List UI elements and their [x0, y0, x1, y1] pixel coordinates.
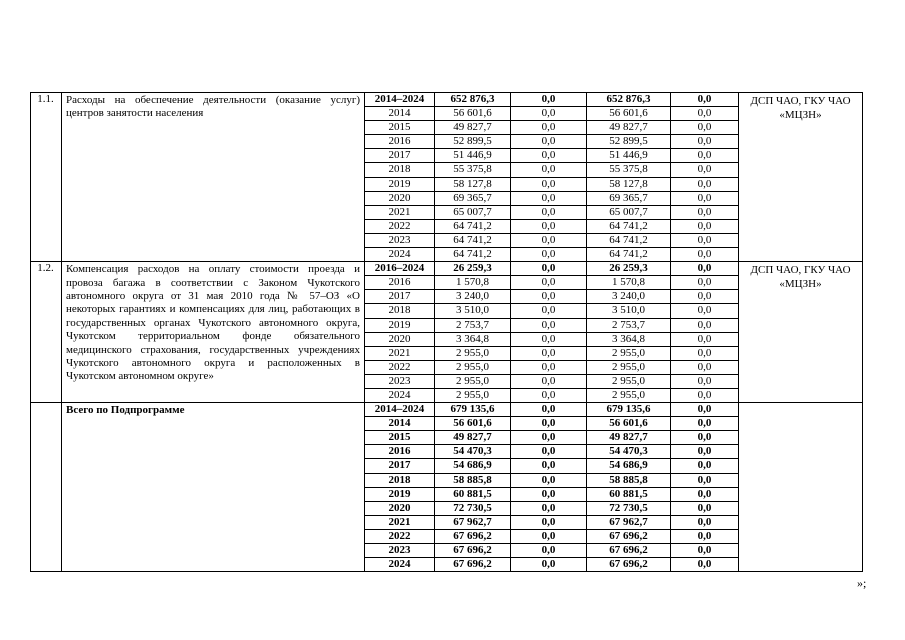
federal-amount-cell: 0,0: [511, 318, 587, 332]
district-amount-cell: 69 365,7: [587, 191, 671, 205]
total-amount-cell: 2 955,0: [435, 374, 511, 388]
other-amount-cell: 0,0: [671, 121, 739, 135]
year-cell: 2018: [365, 304, 435, 318]
year-cell: 2017: [365, 149, 435, 163]
total-amount-cell: 58 127,8: [435, 177, 511, 191]
year-cell: 2022: [365, 360, 435, 374]
federal-amount-cell: 0,0: [511, 374, 587, 388]
year-cell: 2014: [365, 107, 435, 121]
other-amount-cell: 0,0: [671, 248, 739, 262]
district-amount-cell: 67 696,2: [587, 544, 671, 558]
subprogram-budget-table: [30, 92, 863, 572]
item-description: Расходы на обеспечение деятельности (оказание услуг) центров занятости населения: [62, 93, 365, 262]
year-cell: 2016–2024: [365, 262, 435, 276]
total-amount-cell: 52 899,5: [435, 135, 511, 149]
federal-amount-cell: 0,0: [511, 107, 587, 121]
district-amount-cell: 3 510,0: [587, 304, 671, 318]
year-cell: 2023: [365, 374, 435, 388]
federal-amount-cell: 0,0: [511, 558, 587, 572]
total-amount-cell: 67 696,2: [435, 529, 511, 543]
other-amount-cell: 0,0: [671, 93, 739, 107]
year-cell: 2014: [365, 417, 435, 431]
other-amount-cell: 0,0: [671, 487, 739, 501]
responsible-executor: [739, 403, 863, 572]
district-amount-cell: 54 470,3: [587, 445, 671, 459]
year-cell: 2016: [365, 445, 435, 459]
district-amount-cell: 52 899,5: [587, 135, 671, 149]
year-cell: 2019: [365, 487, 435, 501]
year-cell: 2015: [365, 121, 435, 135]
other-amount-cell: 0,0: [671, 149, 739, 163]
federal-amount-cell: 0,0: [511, 487, 587, 501]
year-cell: 2014–2024: [365, 93, 435, 107]
federal-amount-cell: 0,0: [511, 262, 587, 276]
other-amount-cell: 0,0: [671, 177, 739, 191]
federal-amount-cell: 0,0: [511, 445, 587, 459]
district-amount-cell: 49 827,7: [587, 431, 671, 445]
other-amount-cell: 0,0: [671, 374, 739, 388]
year-cell: 2021: [365, 515, 435, 529]
other-amount-cell: 0,0: [671, 459, 739, 473]
other-amount-cell: 0,0: [671, 262, 739, 276]
other-amount-cell: 0,0: [671, 191, 739, 205]
district-amount-cell: 56 601,6: [587, 107, 671, 121]
federal-amount-cell: 0,0: [511, 191, 587, 205]
total-amount-cell: 3 364,8: [435, 332, 511, 346]
other-amount-cell: 0,0: [671, 107, 739, 121]
federal-amount-cell: 0,0: [511, 473, 587, 487]
federal-amount-cell: 0,0: [511, 544, 587, 558]
federal-amount-cell: 0,0: [511, 149, 587, 163]
federal-amount-cell: 0,0: [511, 233, 587, 247]
federal-amount-cell: 0,0: [511, 360, 587, 374]
total-amount-cell: 72 730,5: [435, 501, 511, 515]
total-amount-cell: 49 827,7: [435, 121, 511, 135]
total-amount-cell: 65 007,7: [435, 205, 511, 219]
year-cell: 2021: [365, 346, 435, 360]
total-amount-cell: 67 696,2: [435, 544, 511, 558]
total-amount-cell: 69 365,7: [435, 191, 511, 205]
other-amount-cell: 0,0: [671, 318, 739, 332]
year-cell: 2020: [365, 501, 435, 515]
district-amount-cell: 3 364,8: [587, 332, 671, 346]
other-amount-cell: 0,0: [671, 388, 739, 402]
federal-amount-cell: 0,0: [511, 403, 587, 417]
total-amount-cell: 67 962,7: [435, 515, 511, 529]
other-amount-cell: 0,0: [671, 417, 739, 431]
total-amount-cell: 56 601,6: [435, 107, 511, 121]
district-amount-cell: 55 375,8: [587, 163, 671, 177]
year-cell: 2016: [365, 135, 435, 149]
responsible-executor: ДСП ЧАО, ГКУ ЧАО «МЦЗН»: [739, 262, 863, 403]
item-number: 1.1.: [31, 93, 62, 262]
total-amount-cell: 64 741,2: [435, 233, 511, 247]
district-amount-cell: 1 570,8: [587, 276, 671, 290]
total-amount-cell: 55 375,8: [435, 163, 511, 177]
year-cell: 2016: [365, 276, 435, 290]
district-amount-cell: 652 876,3: [587, 93, 671, 107]
other-amount-cell: 0,0: [671, 544, 739, 558]
year-cell: 2024: [365, 248, 435, 262]
federal-amount-cell: 0,0: [511, 135, 587, 149]
total-amount-cell: 1 570,8: [435, 276, 511, 290]
district-amount-cell: 26 259,3: [587, 262, 671, 276]
federal-amount-cell: 0,0: [511, 388, 587, 402]
total-amount-cell: 3 240,0: [435, 290, 511, 304]
district-amount-cell: 3 240,0: [587, 290, 671, 304]
district-amount-cell: 64 741,2: [587, 248, 671, 262]
federal-amount-cell: 0,0: [511, 346, 587, 360]
year-cell: 2023: [365, 544, 435, 558]
total-amount-cell: 49 827,7: [435, 431, 511, 445]
district-amount-cell: 65 007,7: [587, 205, 671, 219]
other-amount-cell: 0,0: [671, 515, 739, 529]
federal-amount-cell: 0,0: [511, 529, 587, 543]
federal-amount-cell: 0,0: [511, 332, 587, 346]
district-amount-cell: 2 753,7: [587, 318, 671, 332]
federal-amount-cell: 0,0: [511, 290, 587, 304]
federal-amount-cell: 0,0: [511, 431, 587, 445]
other-amount-cell: 0,0: [671, 205, 739, 219]
district-amount-cell: 72 730,5: [587, 501, 671, 515]
district-amount-cell: 54 686,9: [587, 459, 671, 473]
total-amount-cell: 54 686,9: [435, 459, 511, 473]
other-amount-cell: 0,0: [671, 360, 739, 374]
total-amount-cell: 2 753,7: [435, 318, 511, 332]
subprogram-total-label: Всего по Подпрограмме: [62, 403, 365, 572]
year-cell: 2023: [365, 233, 435, 247]
federal-amount-cell: 0,0: [511, 163, 587, 177]
district-amount-cell: 2 955,0: [587, 388, 671, 402]
total-amount-cell: 51 446,9: [435, 149, 511, 163]
other-amount-cell: 0,0: [671, 529, 739, 543]
federal-amount-cell: 0,0: [511, 304, 587, 318]
year-cell: 2019: [365, 177, 435, 191]
other-amount-cell: 0,0: [671, 346, 739, 360]
total-amount-cell: 64 741,2: [435, 219, 511, 233]
federal-amount-cell: 0,0: [511, 248, 587, 262]
other-amount-cell: 0,0: [671, 163, 739, 177]
year-cell: 2019: [365, 318, 435, 332]
year-cell: 2014–2024: [365, 403, 435, 417]
other-amount-cell: 0,0: [671, 332, 739, 346]
district-amount-cell: 60 881,5: [587, 487, 671, 501]
closing-quote-mark: »;: [857, 576, 867, 590]
federal-amount-cell: 0,0: [511, 417, 587, 431]
total-amount-cell: 67 696,2: [435, 558, 511, 572]
year-cell: 2022: [365, 219, 435, 233]
total-amount-cell: 64 741,2: [435, 248, 511, 262]
district-amount-cell: 67 696,2: [587, 529, 671, 543]
year-cell: 2021: [365, 205, 435, 219]
item-number: 1.2.: [31, 262, 62, 403]
federal-amount-cell: 0,0: [511, 177, 587, 191]
other-amount-cell: 0,0: [671, 445, 739, 459]
district-amount-cell: 58 885,8: [587, 473, 671, 487]
item-number: [31, 403, 62, 572]
federal-amount-cell: 0,0: [511, 121, 587, 135]
district-amount-cell: 2 955,0: [587, 360, 671, 374]
year-cell: 2018: [365, 163, 435, 177]
year-cell: 2015: [365, 431, 435, 445]
district-amount-cell: 679 135,6: [587, 403, 671, 417]
total-amount-cell: 56 601,6: [435, 417, 511, 431]
year-cell: 2018: [365, 473, 435, 487]
total-amount-cell: 2 955,0: [435, 360, 511, 374]
year-cell: 2020: [365, 191, 435, 205]
total-amount-cell: 54 470,3: [435, 445, 511, 459]
total-amount-cell: 652 876,3: [435, 93, 511, 107]
table-row-period-total: [31, 403, 863, 417]
federal-amount-cell: 0,0: [511, 219, 587, 233]
total-amount-cell: 26 259,3: [435, 262, 511, 276]
other-amount-cell: 0,0: [671, 431, 739, 445]
district-amount-cell: 58 127,8: [587, 177, 671, 191]
total-amount-cell: 60 881,5: [435, 487, 511, 501]
federal-amount-cell: 0,0: [511, 501, 587, 515]
federal-amount-cell: 0,0: [511, 515, 587, 529]
federal-amount-cell: 0,0: [511, 93, 587, 107]
district-amount-cell: 67 696,2: [587, 558, 671, 572]
other-amount-cell: 0,0: [671, 219, 739, 233]
other-amount-cell: 0,0: [671, 473, 739, 487]
year-cell: 2020: [365, 332, 435, 346]
year-cell: 2024: [365, 388, 435, 402]
federal-amount-cell: 0,0: [511, 276, 587, 290]
district-amount-cell: 51 446,9: [587, 149, 671, 163]
federal-amount-cell: 0,0: [511, 205, 587, 219]
table-row-period-total: [31, 262, 863, 276]
other-amount-cell: 0,0: [671, 276, 739, 290]
total-amount-cell: 58 885,8: [435, 473, 511, 487]
total-amount-cell: 3 510,0: [435, 304, 511, 318]
district-amount-cell: 56 601,6: [587, 417, 671, 431]
district-amount-cell: 67 962,7: [587, 515, 671, 529]
district-amount-cell: 2 955,0: [587, 374, 671, 388]
total-amount-cell: 2 955,0: [435, 388, 511, 402]
year-cell: 2017: [365, 290, 435, 304]
federal-amount-cell: 0,0: [511, 459, 587, 473]
other-amount-cell: 0,0: [671, 501, 739, 515]
other-amount-cell: 0,0: [671, 233, 739, 247]
other-amount-cell: 0,0: [671, 403, 739, 417]
district-amount-cell: 64 741,2: [587, 233, 671, 247]
year-cell: 2022: [365, 529, 435, 543]
responsible-executor: ДСП ЧАО, ГКУ ЧАО «МЦЗН»: [739, 93, 863, 262]
year-cell: 2024: [365, 558, 435, 572]
item-description: Компенсация расходов на оплату стоимости проезда и провоза багажа в соответствии с Законом Чукотского автономного округа от 31 мая 2010 года № 57–ОЗ «О некоторых гарантиях и компенсациях для лиц, работающих в государственных органах Чукотского автономного округа, Чукотском территориальном фонде обязательного медицинского страхования, государственных учреждениях Чукотского автономного округа и расположенных в Чукотском автономном округе»: [62, 262, 365, 403]
district-amount-cell: 49 827,7: [587, 121, 671, 135]
table-row-period-total: [31, 93, 863, 107]
district-amount-cell: 64 741,2: [587, 219, 671, 233]
total-amount-cell: 679 135,6: [435, 403, 511, 417]
other-amount-cell: 0,0: [671, 558, 739, 572]
year-cell: 2017: [365, 459, 435, 473]
other-amount-cell: 0,0: [671, 135, 739, 149]
district-amount-cell: 2 955,0: [587, 346, 671, 360]
total-amount-cell: 2 955,0: [435, 346, 511, 360]
other-amount-cell: 0,0: [671, 290, 739, 304]
other-amount-cell: 0,0: [671, 304, 739, 318]
